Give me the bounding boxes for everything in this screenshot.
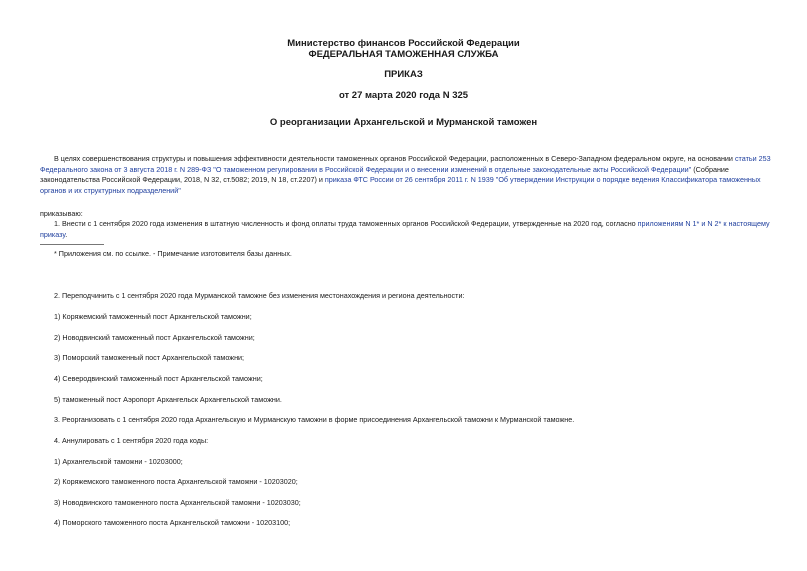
- list-item: 4) Поморского таможенного поста Архангельской таможни - 10203100;: [54, 518, 291, 527]
- footnote-divider: [40, 244, 104, 245]
- footnote: * Приложения см. по ссылке. - Примечание изготовителя базы данных.: [54, 249, 292, 258]
- intro-text-1: В целях совершенствования структуры и повышения эффективности деятельности таможенных органов Российской Федерации, расположенных в Северо-Западном федеральном округе, на основании: [54, 154, 735, 163]
- list-item: 2. Переподчинить с 1 сентября 2020 года Мурманской таможне без изменения местонахождения и региона деятельности:: [54, 291, 465, 300]
- list-item: 3. Реорганизовать с 1 сентября 2020 года Архангельскую и Мурманскую таможни в форме присоединения Архангельской таможни к Мурманской таможне.: [54, 415, 575, 424]
- item-1-text: 1. Внести с 1 сентября 2020 года изменения в штатную численность и фонд оплаты труда таможенных органов Российской Федерации, утвержденные на 2020 год, согласно: [54, 219, 638, 228]
- law-link[interactable]: статьи 253 Федерального закона от 3 августа 2018 г. N 289-ФЗ "О таможенном регулировании в Российской Федерации и о внесении изменений в отдельные законодательные акты Российской Федерации": [40, 154, 771, 174]
- list-item: 4. Аннулировать с 1 сентября 2020 года коды:: [54, 436, 209, 445]
- document-title: О реорганизации Архангельской и Мурманской таможен: [269, 117, 538, 128]
- list-item: 2) Коряжемского таможенного поста Архангельской таможни - 10203020;: [54, 477, 298, 486]
- orders-label: приказываю:: [40, 209, 83, 218]
- document-type: ПРИКАЗ: [384, 69, 423, 80]
- intro-text-2: (Собрание законодательства Российской Федерации, 2018, N 32, ст.5082; 2019, N 18, ст.2207) и: [40, 164, 729, 184]
- list-item: 5) таможенный пост Аэропорт Архангельск Архангельской таможни.: [54, 395, 282, 404]
- item-1-paragraph: [40, 219, 775, 240]
- service-name: ФЕДЕРАЛЬНАЯ ТАМОЖЕННАЯ СЛУЖБА: [308, 49, 499, 60]
- list-item: 1) Архангельской таможни - 10203000;: [54, 457, 183, 466]
- list-item: 2) Новодвинский таможенный пост Архангельской таможни;: [54, 333, 255, 342]
- appendix-link[interactable]: приложениям N 1* и N 2* к настоящему приказу: [40, 219, 770, 239]
- document-date-number: от 27 марта 2020 года N 325: [338, 90, 469, 101]
- list-item: 3) Новодвинского таможенного поста Архангельской таможни - 10203030;: [54, 498, 301, 507]
- item-1-end: .: [65, 229, 68, 239]
- list-item: 4) Северодвинский таможенный пост Архангельской таможни;: [54, 374, 263, 383]
- list-item: 1) Коряжемский таможенный пост Архангельской таможни;: [54, 312, 252, 321]
- list-item: 3) Поморский таможенный пост Архангельской таможни;: [54, 353, 245, 362]
- ministry-name: Министерство финансов Российской Федерации: [287, 38, 520, 49]
- intro-paragraph: [40, 154, 775, 196]
- fts-order-link[interactable]: приказа ФТС России от 26 сентября 2011 г. N 1939 "Об утверждении Инструкции о порядке ведения Классификатора таможенных органов и их структурных подразделений": [40, 175, 761, 195]
